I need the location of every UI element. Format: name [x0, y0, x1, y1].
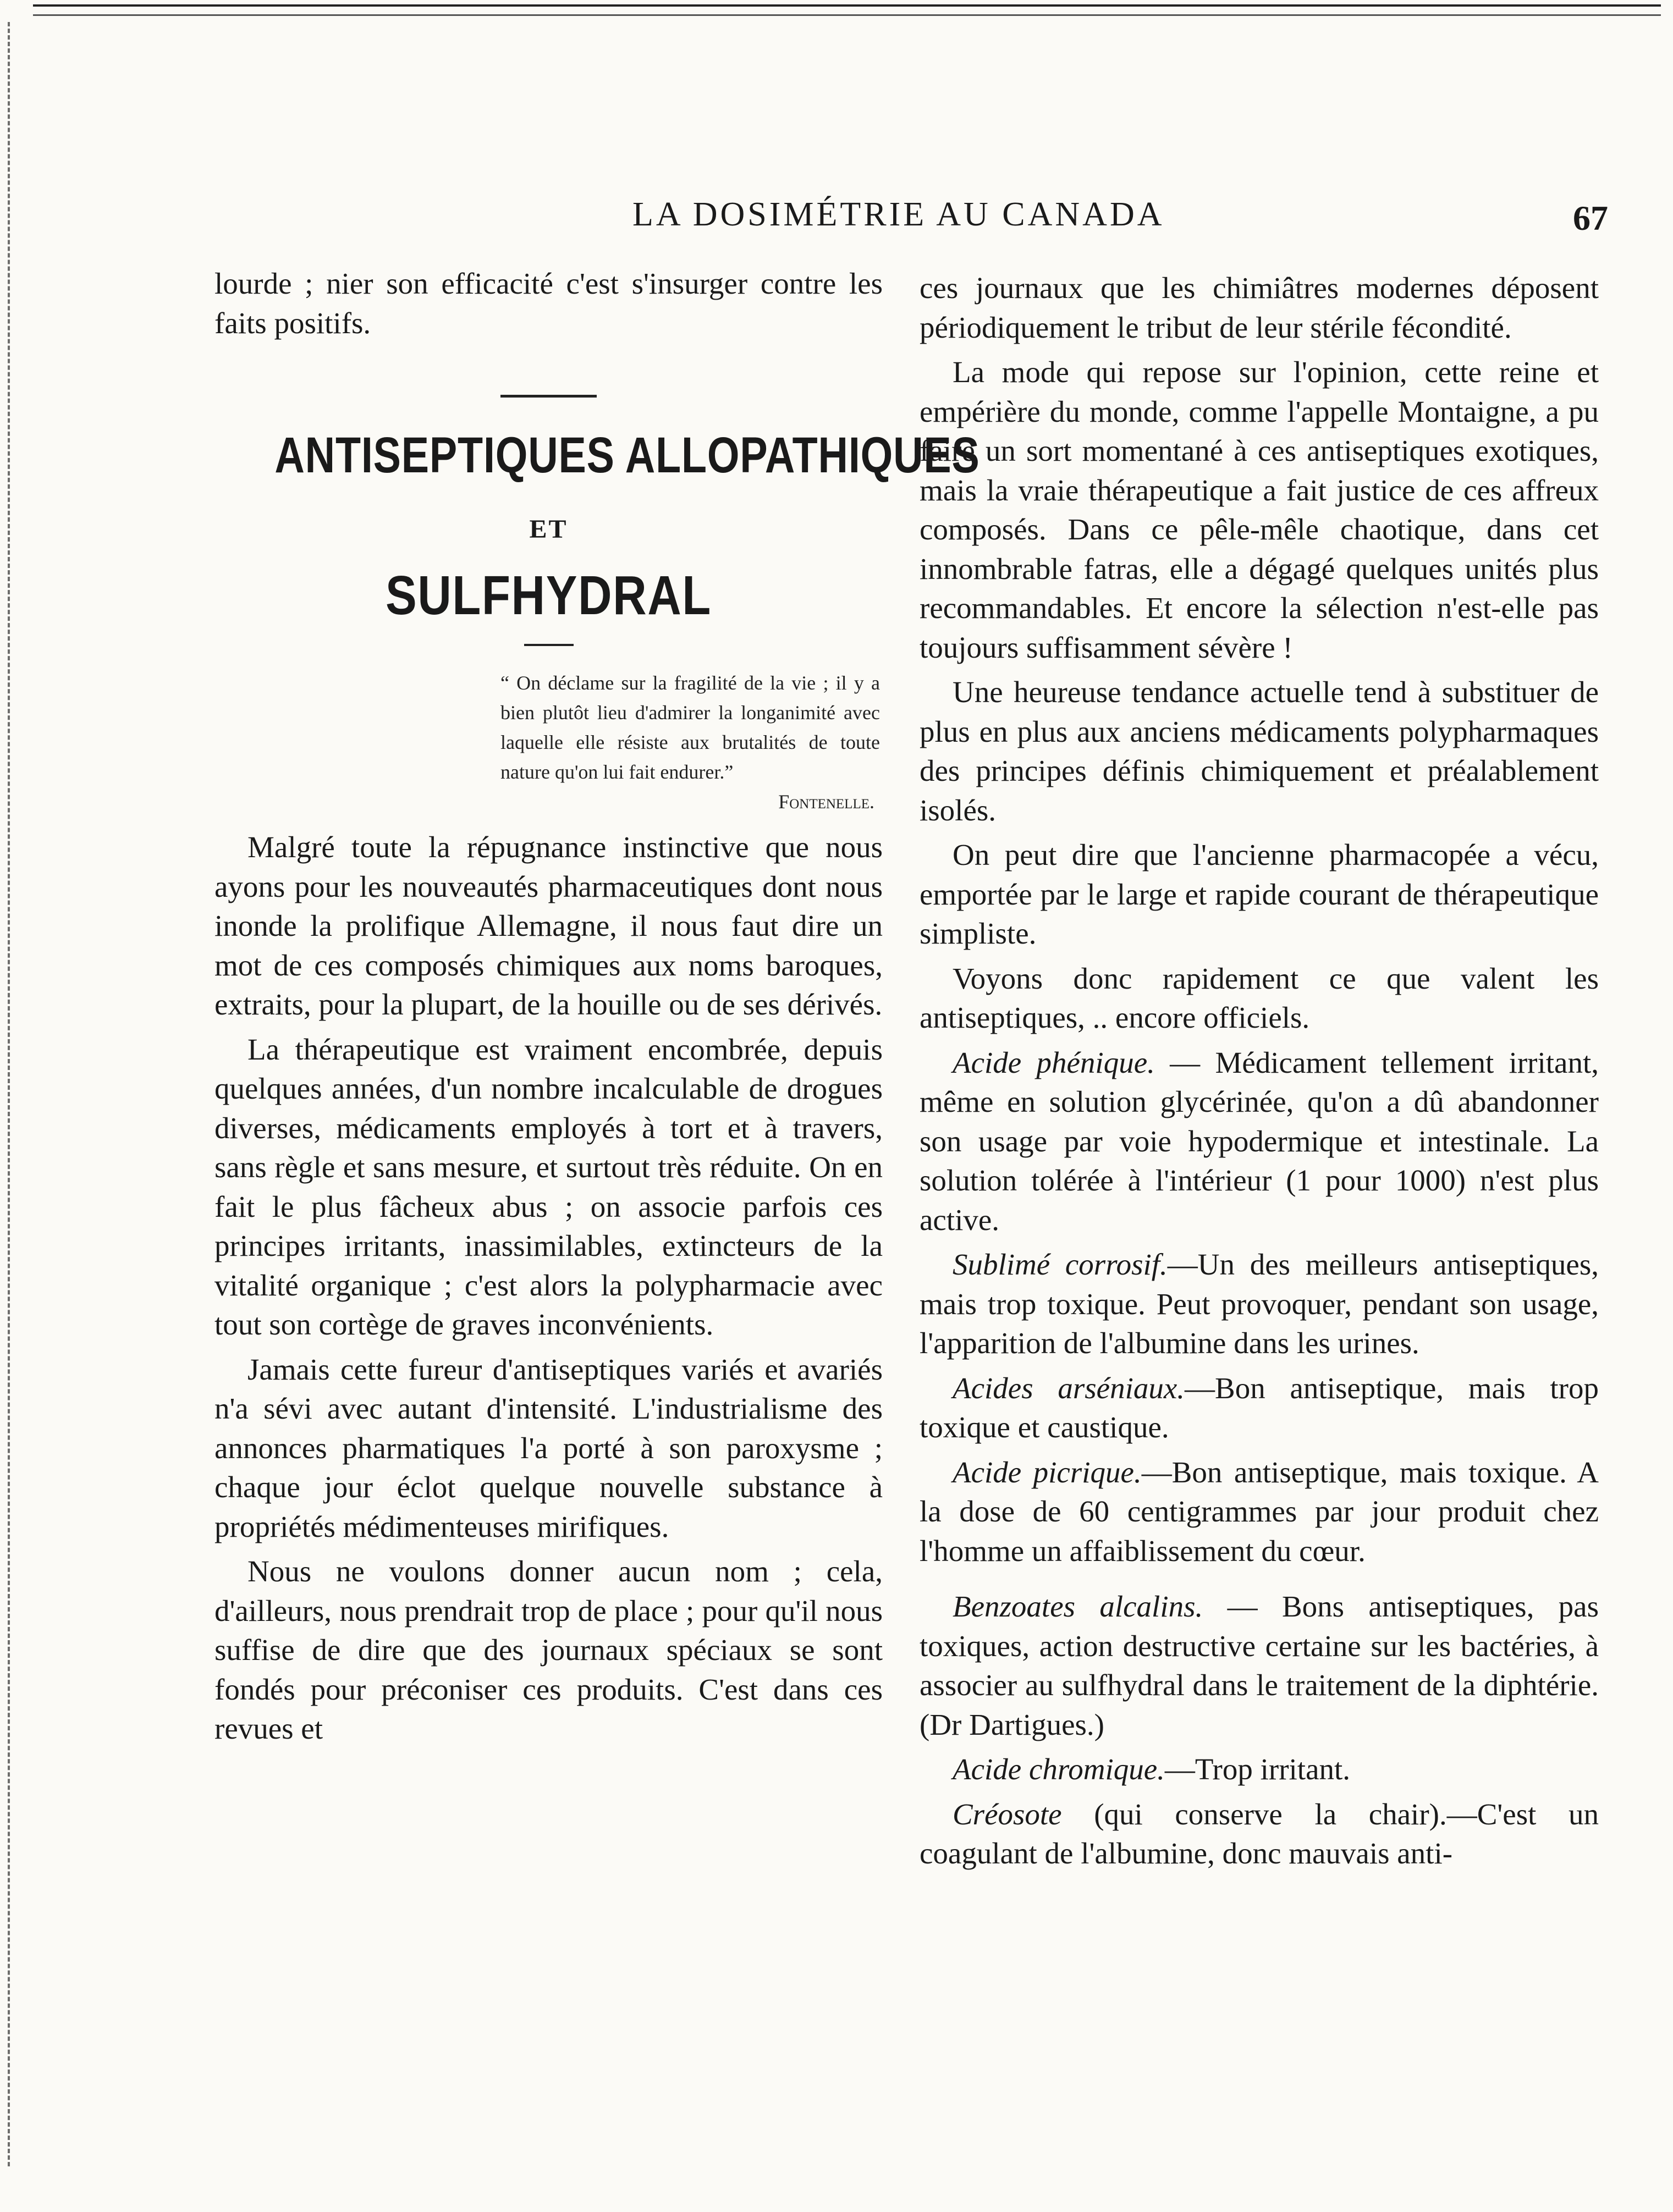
- left-opening-text: lourde ; nier son efficacité c'est s'insurger contre les faits positifs.: [214, 267, 883, 340]
- entry-acide-picrique: [920, 1453, 1599, 1571]
- page-number: 67: [1573, 198, 1608, 238]
- entry-text: — Médicament tellement irritant, même en solution glycérinée, qu'on a dû abandonner son usage par voie hypodermique et intestinale. La solution tolérée à l'intérieur (1 pour 1000) n'est plus active.: [920, 1045, 1599, 1237]
- entry-acides-arseniaux: [920, 1369, 1599, 1447]
- entry-benzoates-alcalins: [920, 1587, 1599, 1744]
- entry-sublime-corrosif: [920, 1245, 1599, 1363]
- left-column: [214, 264, 980, 1754]
- entry-term: Sublimé corrosif.: [953, 1248, 1168, 1281]
- article-subtitle: SULFHYDRAL: [385, 565, 712, 626]
- binding-edge: [8, 22, 14, 2166]
- right-paragraph: Voyons donc rapidement ce que valent les antiseptiques, .. encore officiels.: [920, 961, 1599, 1034]
- entry-text: —Un des meilleurs antiseptiques, mais trop toxique. Peut provoquer, pendant son usage, l'apparition de l'albumine dans les urines.: [920, 1248, 1599, 1360]
- right-paragraph: Une heureuse tendance actuelle tend à substituer de plus en plus aux anciens médicaments polypharmaques des principes définis chimiquement et préalablement isolés.: [920, 675, 1599, 827]
- left-paragraph: Nous ne voulons donner aucun nom ; cela, d'ailleurs, nous prendrait trop de place ; pour qu'il nous suffise de dire que des journaux spéciaux se sont fondés pour préconiser ces produits. C'est dans ces revues et: [214, 1554, 883, 1745]
- entry-term: Acide picrique.: [953, 1455, 1142, 1489]
- entry-term: Acides arséniaux.: [953, 1371, 1185, 1405]
- entry-term: Créosote: [953, 1797, 1062, 1831]
- entry-acide-chromique: [920, 1750, 1599, 1789]
- top-border-rule: [33, 4, 1661, 16]
- right-paragraph: On peut dire que l'ancienne pharmacopée a vécu, emportée par le large et rapide courant de thérapeutique simpliste.: [920, 838, 1599, 950]
- heading-rule-bottom: [524, 644, 574, 646]
- entry-text: —Bon antiseptique, mais trop toxique et caustique.: [920, 1371, 1599, 1444]
- entry-text: —Trop irritant.: [1164, 1752, 1351, 1786]
- epigraph-quote: “ On déclame sur la fragilité de la vie ; il y a bien plutôt lieu d'admirer la longanimité avec laquelle elle résiste aux brutalités de toute nature qu'on lui fait endurer.”: [500, 672, 880, 783]
- left-paragraph: Jamais cette fureur d'antiseptiques variés et avariés n'a sévi avec autant d'intensité. L'industrialisme des annonces pharmatiques l'a porté à son paroxysme ; chaque jour éclot quelque nouvelle substance à propriétés médimenteuses mirifiques.: [214, 1352, 883, 1543]
- entry-text: — Bons antiseptiques, pas toxiques, action destructive certaine sur les bactéries, à associer au sulfhydral dans le traitement de la diphtérie. (Dr Dartigues.): [920, 1590, 1599, 1741]
- article-conjunction: ET: [529, 515, 568, 544]
- entry-term: Acide chromique.: [953, 1752, 1165, 1786]
- heading-rule-top: [500, 395, 597, 398]
- epigraph-author: Fontenelle.: [778, 791, 874, 813]
- epigraph: [500, 668, 880, 817]
- entry-creosote: [920, 1795, 1599, 1873]
- right-paragraph: La mode qui repose sur l'opinion, cette reine et empérière du monde, comme l'appelle Montaigne, a pu faire un sort momentané à ces antiseptiques exotiques, mais la vraie thérapeutique a fait justice de ces affreux composés. Dans ce pêle-mêle chaotique, dans cet innombrable fatras, elle a dégagé quelques unités plus recommandables. Et encore la sélection n'est-elle pas toujours suffisamment sévère !: [920, 355, 1599, 664]
- entry-text: (qui conserve la chair).—C'est un coagulant de l'albumine, donc mauvais anti-: [920, 1797, 1599, 1870]
- running-head: LA DOSIMÉTRIE AU CANADA: [632, 196, 1165, 233]
- article-heading: [214, 395, 980, 646]
- entry-text: —Bon antiseptique, mais toxique. A la dose de 60 centigrammes par jour produit chez l'homme un affaiblissement du cœur.: [920, 1455, 1599, 1568]
- left-paragraph: Malgré toute la répugnance instinctive que nous ayons pour les nouveautés pharmaceutiques dont nous inonde la prolifique Allemagne, il nous faut dire un mot de ces composés chimiques aux noms baroques, extraits, pour la plupart, de la houille ou de ses dérivés.: [214, 830, 883, 1021]
- left-paragraph: La thérapeutique est vraiment encombrée, depuis quelques années, d'un nombre incalculable de drogues diverses, médicaments employés à tort et à travers, sans règle et sans mesure, et surtout très réduite. On en fait le plus fâcheux abus ; on associe parfois ces principes irritants, inassimilables, extincteurs de la vitalité organique ; c'est alors la polypharmacie avec tout son cortège de graves inconvénients.: [214, 1032, 883, 1341]
- entry-term: Benzoates alcalins.: [953, 1590, 1203, 1623]
- article-title: ANTISEPTIQUES ALLOPATHIQUES: [274, 427, 980, 483]
- right-opening-text: ces journaux que les chimiâtres modernes déposent périodiquement le tribut de leur stérile fécondité.: [920, 271, 1599, 344]
- entry-term: Acide phénique.: [953, 1045, 1155, 1079]
- entry-acide-phenique: [920, 1043, 1599, 1240]
- right-column: [920, 268, 1599, 1879]
